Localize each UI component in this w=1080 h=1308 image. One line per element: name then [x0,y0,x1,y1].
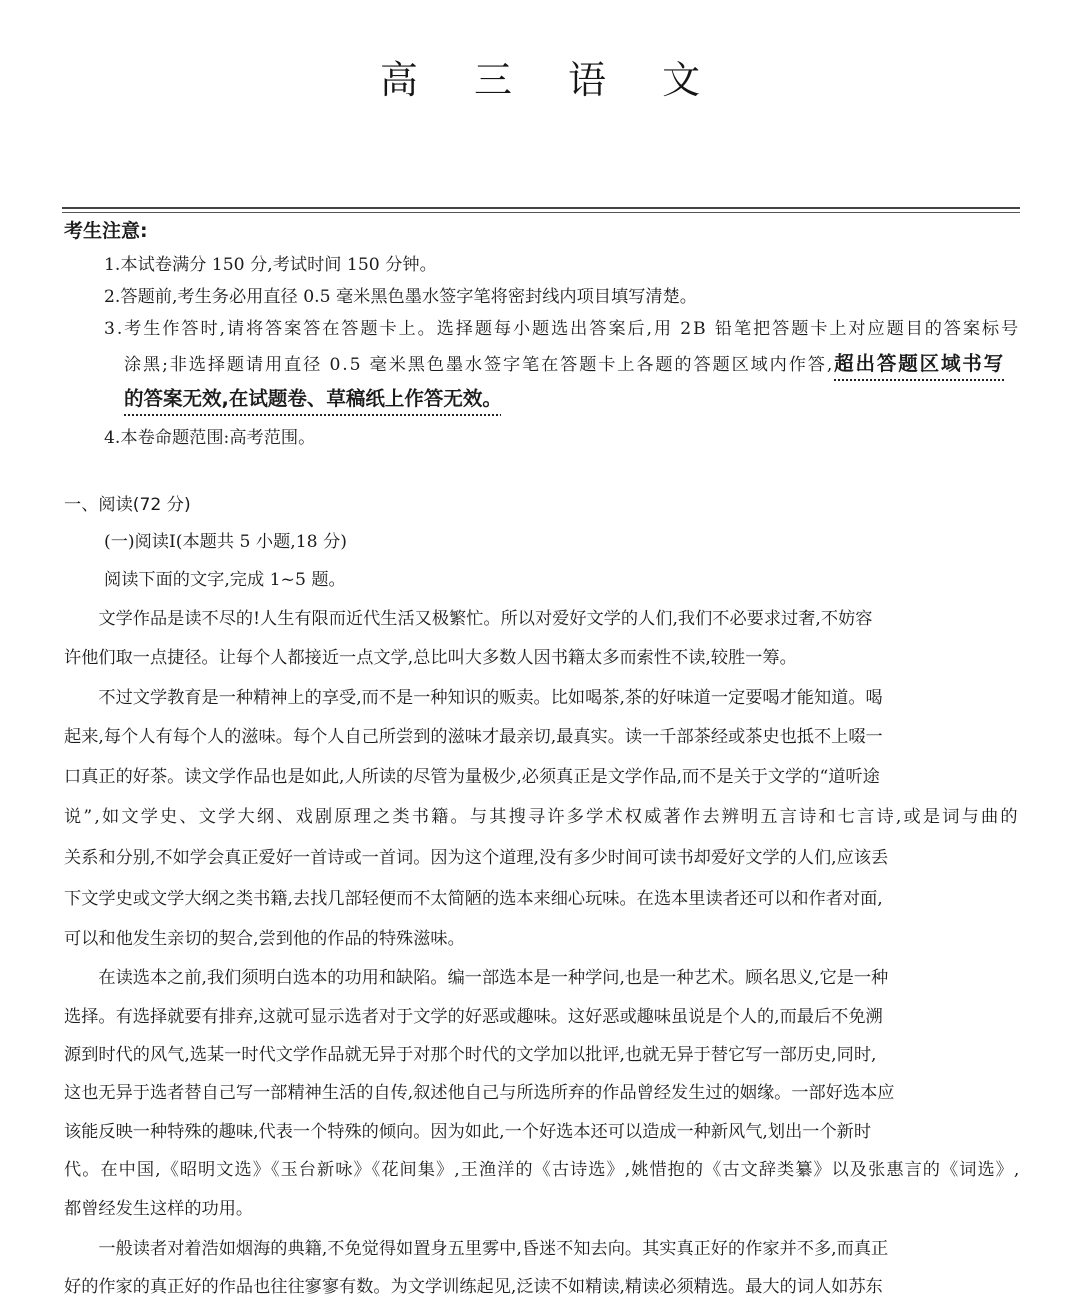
notice-item-3-line-1: 3.考生作答时,请将答案答在答题卡上。选择题每小题选出答案后,用 2B 铅笔把答题卡上对应题目的答案标号 [104,319,1021,339]
passage-line: 文学作品是读不尽的!人生有限而近代生活又极繁忙。所以对爱好文学的人们,我们不必要求过奢,不妨容 [64,609,873,629]
passage-line: 都曾经发生这样的功用。 [64,1199,254,1219]
passage-line: 好的作家的真正好的作品也往往寥寥有数。为文学训练起见,泛读不如精读,精读必须精选。最大的词人如苏东 [64,1277,883,1297]
page-title: 高 三 语 文 [379,58,723,102]
passage-line: 可以和他发生亲切的契合,尝到他的作品的特殊滋味。 [64,929,465,949]
passage-line: 起来,每个人有每个人的滋味。每个人自己所尝到的滋味才最亲切,最真实。读一千部茶经或茶史也抵不上啜一 [64,727,883,747]
passage-line: 这也无异于选者替自己写一部精神生活的自传,叙述他自己与所选所弃的作品曾经发生过的姻缘。一部好选本应 [64,1083,895,1103]
header-rule-thin [62,212,1020,213]
passage-line: 该能反映一种特殊的趣味,代表一个特殊的倾向。因为如此,一个好选本还可以造成一种新风气,划出一个新时 [64,1122,872,1142]
notice-item-1: 1.本试卷满分 150 分,考试时间 150 分钟。 [104,255,437,275]
notice-emphasis-1: 超出答题区域书写 [834,352,1006,375]
reading-instruction: 阅读下面的文字,完成 1~5 题。 [104,570,346,590]
section-subheading: (一)阅读Ⅰ(本题共 5 小题,18 分) [104,532,347,552]
passage-line: 说”,如文学史、文学大纲、戏剧原理之类书籍。与其搜寻许多学术权威著作去辨明五言诗和七言诗,或是词与曲的 [64,807,1020,827]
passage-line: 源到时代的风气,选某一时代文学作品就无异于对那个时代的文学加以批评,也就无异于替它写一部历史,同时, [64,1045,877,1065]
notice-item-3-normal-text: 涂黑;非选择题请用直径 0.5 毫米黑色墨水签字笔在答题卡上各题的答题区域内作答, [124,355,835,375]
header-rule-thick [62,207,1020,209]
passage-line: 一般读者对着浩如烟海的典籍,不免觉得如置身五里雾中,昏迷不知去向。其实真正好的作家并不多,而真正 [64,1239,889,1259]
passage-line: 选择。有选择就要有排弃,这就可显示选者对于文学的好恶或趣味。这好恶或趣味虽说是个人的,而最后不免溯 [64,1007,883,1027]
passage-line: 不过文学教育是一种精神上的享受,而不是一种知识的贩卖。比如喝茶,茶的好味道一定要喝才能知道。喝 [64,688,883,708]
notice-heading: 考生注意: [64,220,148,242]
notice-item-4: 4.本卷命题范围:高考范围。 [104,428,316,448]
passage-line: 许他们取一点捷径。让每个人都接近一点文学,总比叫大多数人因书籍太多而索性不读,较胜一筹。 [64,648,797,668]
notice-emphasis-2: 的答案无效,在试题卷、草稿纸上作答无效。 [124,387,502,410]
passage-line: 关系和分别,不如学会真正爱好一首诗或一首词。因为这个道理,没有多少时间可读书却爱好文学的人们,应该丢 [64,848,889,868]
passage-line: 口真正的好茶。读文学作品也是如此,人所读的尽管为量极少,必须真正是文学作品,而不是关于文学的“道听途 [64,767,880,787]
notice-item-3-line-2 [124,349,1005,380]
passage-line: 代。在中国,《昭明文选》《玉台新咏》《花间集》,王渔洋的《古诗选》,姚惜抱的《古文辞类纂》以及张惠言的《词选》, [64,1160,1021,1180]
passage-line: 下文学史或文学大纲之类书籍,去找几部轻便而不太简陋的选本来细心玩味。在选本里读者还可以和作者对面, [64,889,883,909]
notice-item-3-line-3 [124,384,502,415]
notice-item-2: 2.答题前,考生务必用直径 0.5 毫米黑色墨水签字笔将密封线内项目填写清楚。 [104,287,697,307]
section-heading: 一、阅读(72 分) [64,495,191,515]
passage-line: 在读选本之前,我们须明白选本的功用和缺陷。编一部选本是一种学问,也是一种艺术。顾名思义,它是一种 [64,968,889,988]
